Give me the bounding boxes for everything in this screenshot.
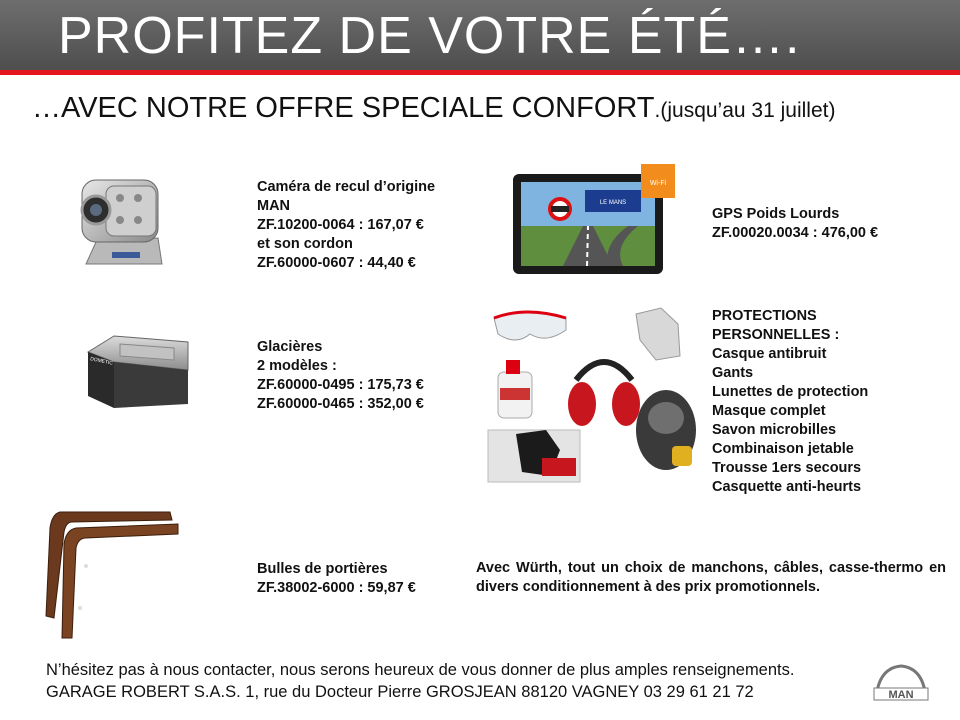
text-line: Savon microbilles [712,422,837,438]
door-deflector-icon [40,508,180,644]
safety-equipment-icon [486,300,702,486]
glacieres-text [257,338,424,414]
protections-text [712,307,868,497]
text-line: MAN [257,198,291,214]
text-line: Casquette anti-heurts [712,479,862,495]
text-line: ZF.60000-0495 : 175,73 € [257,377,424,393]
text-line: GPS Poids Lourds [712,206,840,222]
text-line: Lunettes de protection [712,384,869,400]
gps-icon [513,164,675,276]
man-logo-text: MAN [888,689,914,701]
page-title: PROFITEZ DE VOTRE ÉTÉ…. [58,7,801,65]
text-line: Gants [712,365,754,381]
accent-bar [0,70,960,75]
bulles-text [257,560,416,598]
camera-text [257,178,435,273]
text-line: Masque complet [712,403,826,419]
cooler-brand: DOMETIC [89,356,114,367]
man-logo-icon [870,662,932,702]
footer-contact-line: N’hésitez pas à nous contacter, nous serons heureux de vous donner de plus amples renseignements. [46,661,795,679]
text-line: ZF.00020.0034 : 476,00 € [712,225,879,241]
text-line: Trousse 1ers secours [712,460,862,476]
text-line: PERSONNELLES : [712,327,840,343]
footer-address-line: GARAGE ROBERT S.A.S. 1, rue du Docteur Pierre GROSJEAN 88120 VAGNEY 03 29 61 21 72 [46,683,754,701]
text-line: PROTECTIONS [712,308,817,324]
subtitle [32,92,835,125]
text-line: Caméra de recul d’origine [257,179,436,195]
text-line: Bulles de portières [257,561,388,577]
header-banner [0,0,960,70]
text-line: ZF.38002-6000 : 59,87 € [257,580,416,596]
text-line: Combinaison jetable [712,441,854,457]
text-line: 2 modèles : [257,358,337,374]
text-line: ZF.60000-0465 : 352,00 € [257,396,424,412]
gps-screen-sign: LE MANS [599,200,627,206]
wurth-paragraph: Avec Würth, tout un choix de manchons, câbles, casse-thermo en divers conditionnement à des prix promotionnels. [476,560,946,595]
text-line: et son cordon [257,236,353,252]
text-line: ZF.10200-0064 : 167,07 € [257,217,424,233]
camera-icon [66,172,176,270]
text-line: ZF.60000-0607 : 44,40 € [257,255,416,271]
text-line: Glacières [257,339,323,355]
cooler-icon [84,330,192,410]
gps-text [712,205,878,243]
text-line: Casque antibruit [712,346,827,362]
subtitle-main: …AVEC NOTRE OFFRE SPECIALE CONFORT [32,92,655,124]
wifi-badge: Wi-Fi [649,180,667,187]
subtitle-note: .(jusqu’au 31 juillet) [654,99,836,122]
footer [46,659,794,703]
